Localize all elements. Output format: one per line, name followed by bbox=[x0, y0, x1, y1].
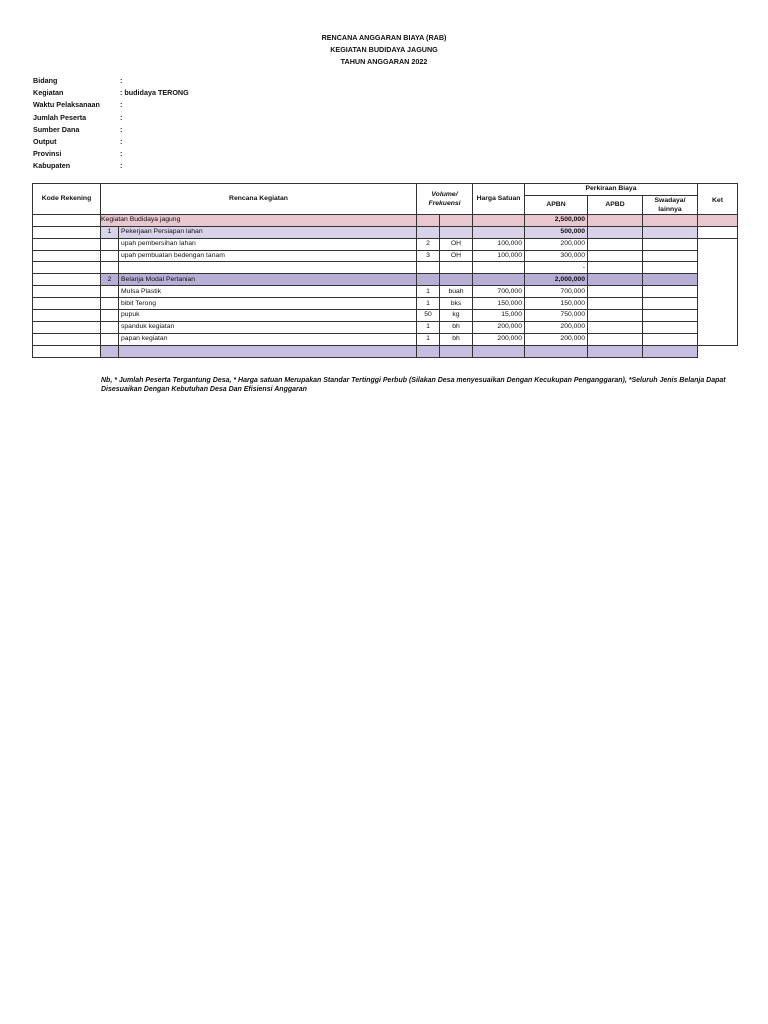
cell-qty: 1 bbox=[417, 321, 440, 333]
cell-swadaya bbox=[643, 345, 698, 357]
cell-apbn: 2,500,000 bbox=[525, 214, 588, 226]
cell-apbd bbox=[588, 345, 643, 357]
cell-no bbox=[101, 250, 119, 262]
meta-label: Kabupaten bbox=[33, 161, 71, 171]
meta-value: : bbox=[120, 112, 123, 122]
cell-unit bbox=[440, 262, 473, 274]
cell-ket bbox=[698, 238, 738, 345]
cell-apbn: 700,000 bbox=[525, 286, 588, 298]
cell-apbn: 300,000 bbox=[525, 250, 588, 262]
cell-apbn: - bbox=[525, 262, 588, 274]
cell-qty bbox=[417, 214, 440, 226]
meta-value: : bbox=[120, 76, 123, 85]
document-title bbox=[0, 32, 768, 68]
meta-value: : bbox=[120, 136, 123, 146]
meta-label: Sumber Dana bbox=[33, 124, 80, 134]
cell-apbd bbox=[588, 274, 643, 286]
meta-output bbox=[33, 136, 123, 148]
meta-kabupaten bbox=[33, 160, 123, 172]
meta-kegiatan bbox=[33, 87, 189, 99]
cell-ket bbox=[698, 214, 738, 226]
cell-qty: 1 bbox=[417, 298, 440, 310]
cell-no bbox=[101, 321, 119, 333]
cell-unit bbox=[440, 214, 473, 226]
cell-no bbox=[101, 333, 119, 345]
meta-provinsi bbox=[33, 148, 123, 160]
cell-apbd bbox=[588, 298, 643, 310]
table-row bbox=[33, 333, 738, 345]
cell-label: papan kegiatan bbox=[119, 333, 417, 345]
table-row bbox=[33, 250, 738, 262]
cell-kode bbox=[33, 262, 101, 274]
header-swadaya: Swadaya/ lainnya bbox=[643, 195, 698, 214]
meta-value: : budidaya TERONG bbox=[120, 88, 189, 98]
cell-apbd bbox=[588, 286, 643, 298]
cell-price: 200,000 bbox=[473, 333, 525, 345]
cell-price bbox=[473, 214, 525, 226]
cell-price: 150,000 bbox=[473, 298, 525, 310]
meta-label: Jumlah Peserta bbox=[33, 112, 87, 122]
cell-apbd bbox=[588, 262, 643, 274]
cell-label: Pekerjaan Persiapan lahan bbox=[119, 226, 417, 238]
cell-kode bbox=[33, 286, 101, 298]
cell-kode bbox=[33, 274, 101, 286]
cell-swadaya bbox=[643, 310, 698, 322]
meta-label: Bidang bbox=[33, 76, 58, 85]
cell-kode bbox=[33, 310, 101, 322]
meta-label: Kegiatan bbox=[33, 88, 64, 98]
cell-qty bbox=[417, 274, 440, 286]
cell-apbd bbox=[588, 310, 643, 322]
meta-label: Output bbox=[33, 136, 57, 146]
cell-qty bbox=[417, 226, 440, 238]
cell-apbn: 500,000 bbox=[525, 226, 588, 238]
cell-price: 15,000 bbox=[473, 310, 525, 322]
cell-price bbox=[473, 274, 525, 286]
header-ket: Ket bbox=[698, 184, 738, 215]
table-row-blank bbox=[33, 262, 738, 274]
cell-no bbox=[101, 345, 119, 357]
cell-no bbox=[101, 238, 119, 250]
title-line-2: KEGIATAN BUDIDAYA JAGUNG bbox=[330, 45, 438, 54]
cell-kode bbox=[33, 250, 101, 262]
cell-swadaya bbox=[643, 286, 698, 298]
cell-unit bbox=[440, 274, 473, 286]
cell-swadaya bbox=[643, 238, 698, 250]
cell-qty: 50 bbox=[417, 310, 440, 322]
cell-label: upah pembuatan bedengan tanam bbox=[119, 250, 417, 262]
cell-swadaya bbox=[643, 226, 698, 238]
budget-table bbox=[32, 183, 738, 358]
meta-peserta bbox=[33, 112, 123, 124]
meta-label: Waktu Pelaksanaan bbox=[33, 100, 100, 110]
cell-price bbox=[473, 262, 525, 274]
cell-apbn: 200,000 bbox=[525, 238, 588, 250]
cell-unit: kg bbox=[440, 310, 473, 322]
cell-price bbox=[473, 345, 525, 357]
meta-value: : bbox=[120, 161, 123, 171]
header-rencana-kegiatan: Rencana Kegiatan bbox=[101, 184, 417, 215]
cell-label: Belanja Modal Pertanian bbox=[119, 274, 417, 286]
header-perkiraan-biaya: Perkiraan Biaya bbox=[525, 184, 698, 196]
meta-value: : bbox=[120, 100, 123, 110]
cell-swadaya bbox=[643, 274, 698, 286]
cell-apbn: 150,000 bbox=[525, 298, 588, 310]
cell-unit: bh bbox=[440, 333, 473, 345]
cell-apbd bbox=[588, 250, 643, 262]
cell-price: 100,000 bbox=[473, 250, 525, 262]
cell-apbn bbox=[525, 345, 588, 357]
cell-no: 1 bbox=[101, 226, 119, 238]
meta-value: : bbox=[120, 149, 123, 159]
table-row-footer bbox=[33, 345, 738, 357]
cell-swadaya bbox=[643, 333, 698, 345]
header-volume: Volume/ Frekuensi bbox=[417, 184, 473, 215]
cell-qty: 2 bbox=[417, 238, 440, 250]
cell-swadaya bbox=[643, 321, 698, 333]
cell-swadaya bbox=[643, 298, 698, 310]
cell-label bbox=[119, 262, 417, 274]
cell-apbd bbox=[588, 333, 643, 345]
cell-kode bbox=[33, 238, 101, 250]
table-row bbox=[33, 310, 738, 322]
meta-waktu bbox=[33, 99, 123, 111]
cell-unit: OH bbox=[440, 250, 473, 262]
header-apbd: APBD bbox=[588, 195, 643, 214]
cell-unit: bks bbox=[440, 298, 473, 310]
cell-apbn: 200,000 bbox=[525, 321, 588, 333]
cell-kode bbox=[33, 333, 101, 345]
cell-label: spanduk kegiatan bbox=[119, 321, 417, 333]
cell-kode bbox=[33, 298, 101, 310]
cell-apbd bbox=[588, 214, 643, 226]
cell-apbd bbox=[588, 238, 643, 250]
cell-apbn: 750,000 bbox=[525, 310, 588, 322]
cell-kode bbox=[33, 214, 101, 226]
cell-qty: 1 bbox=[417, 286, 440, 298]
cell-label: upah pembersihan lahan bbox=[119, 238, 417, 250]
cell-unit bbox=[440, 226, 473, 238]
cell-no: 2 bbox=[101, 274, 119, 286]
cell-label: bibit Terong bbox=[119, 298, 417, 310]
cell-kode bbox=[33, 321, 101, 333]
cell-price: 700,000 bbox=[473, 286, 525, 298]
cell-label: pupuk bbox=[119, 310, 417, 322]
cell-unit: bh bbox=[440, 321, 473, 333]
table-row bbox=[33, 298, 738, 310]
cell-price: 100,000 bbox=[473, 238, 525, 250]
cell-qty bbox=[417, 345, 440, 357]
cell-no bbox=[101, 310, 119, 322]
header-apbn: APBN bbox=[525, 195, 588, 214]
cell-kode bbox=[33, 345, 101, 357]
table-row-section-2 bbox=[33, 274, 738, 286]
table-row-section-1 bbox=[33, 226, 738, 238]
table-row bbox=[33, 286, 738, 298]
cell-swadaya bbox=[643, 214, 698, 226]
cell-unit bbox=[440, 345, 473, 357]
cell-label: Kegiatan Budidaya jagung bbox=[101, 214, 417, 226]
meta-bidang bbox=[33, 75, 123, 87]
cell-price bbox=[473, 226, 525, 238]
cell-unit: buah bbox=[440, 286, 473, 298]
table-row-main bbox=[33, 214, 738, 226]
meta-label: Provinsi bbox=[33, 149, 62, 159]
title-line-3: TAHUN ANGGARAN 2022 bbox=[340, 57, 428, 66]
cell-no bbox=[101, 298, 119, 310]
header-row-1 bbox=[33, 184, 738, 196]
cell-unit: OH bbox=[440, 238, 473, 250]
metadata-block bbox=[33, 75, 189, 173]
cell-qty: 1 bbox=[417, 333, 440, 345]
cell-qty bbox=[417, 262, 440, 274]
table-row bbox=[33, 238, 738, 250]
cell-apbn: 2,000,000 bbox=[525, 274, 588, 286]
cell-apbd bbox=[588, 226, 643, 238]
cell-no bbox=[101, 262, 119, 274]
title-line-1: RENCANA ANGGARAN BIAYA (RAB) bbox=[321, 33, 447, 42]
footnote: Nb, * Jumlah Peserta Tergantung Desa, * Harga satuan Merupakan Standar Tertinggi Perbub (Silakan Desa menyesuaikan Dengan Kecukupan Penganggaran), *Seluruh Jenis Belanja Dapat Disesuaikan Dengan Kebutuhan Desa Dan Efisiensi Anggaran bbox=[101, 377, 726, 393]
cell-ket bbox=[698, 226, 738, 238]
cell-swadaya bbox=[643, 262, 698, 274]
cell-apbn: 200,000 bbox=[525, 333, 588, 345]
meta-value: : bbox=[120, 124, 123, 134]
table-row bbox=[33, 321, 738, 333]
cell-apbd bbox=[588, 321, 643, 333]
cell-swadaya bbox=[643, 250, 698, 262]
cell-no bbox=[101, 286, 119, 298]
header-harga-satuan: Harga Satuan bbox=[473, 184, 525, 215]
cell-label bbox=[119, 345, 417, 357]
meta-sumber-dana bbox=[33, 124, 123, 136]
cell-kode bbox=[33, 226, 101, 238]
cell-price: 200,000 bbox=[473, 321, 525, 333]
cell-qty: 3 bbox=[417, 250, 440, 262]
cell-label: Mulsa Plastik bbox=[119, 286, 417, 298]
header-kode-rekening: Kode Rekening bbox=[33, 184, 101, 215]
